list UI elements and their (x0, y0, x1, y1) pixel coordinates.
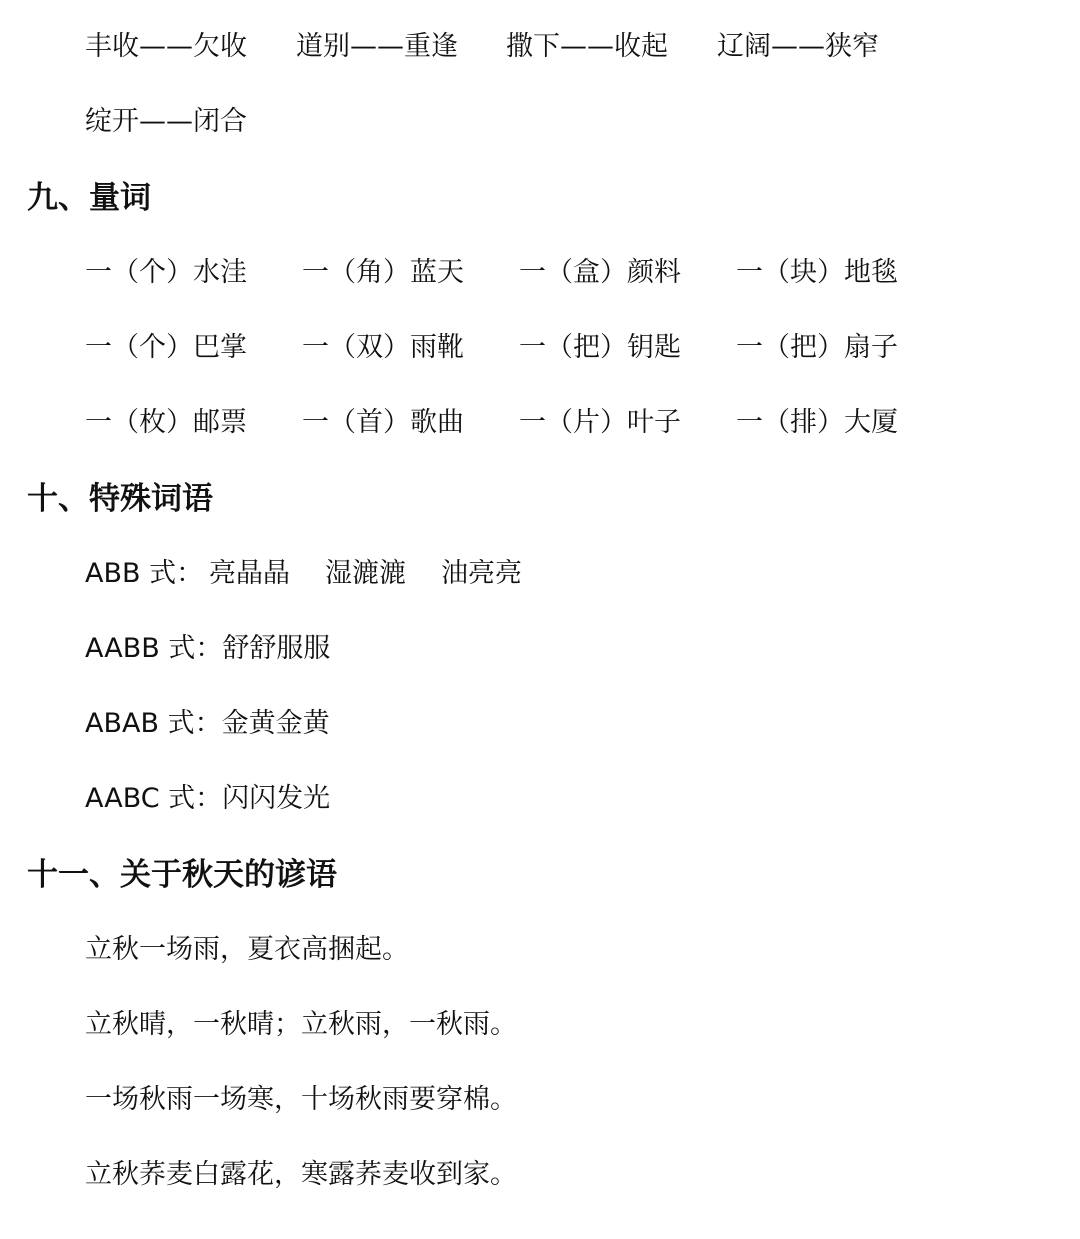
pattern-label-abb: ABB 式： (85, 558, 204, 589)
pattern-line-abab: ABAB 式：金黄金黄 (85, 708, 330, 739)
measure-word-item: 一（双）雨靴 (302, 332, 464, 363)
pattern-line-aabb: AABB 式：舒舒服服 (85, 633, 331, 664)
proverb-line: 立秋晴，一秋晴；立秋雨，一秋雨。 (85, 1009, 517, 1040)
antonym-pair: 辽阔——狭窄 (717, 31, 879, 62)
measure-word-item: 一（排）大厦 (736, 407, 898, 438)
section-heading-autumn-proverbs: 十一、关于秋天的谚语 (27, 857, 337, 893)
abb-word: 湿漉漉 (325, 558, 406, 589)
measure-word-item: 一（把）扇子 (736, 332, 898, 363)
measure-word-item: 一（首）歌曲 (302, 407, 464, 438)
antonym-pair: 绽开——闭合 (85, 106, 247, 137)
measure-word-item: 一（盒）颜料 (519, 257, 681, 288)
abb-word: 油亮亮 (441, 558, 522, 589)
measure-word-item: 一（个）水洼 (85, 257, 247, 288)
proverb-line: 立秋一场雨，夏衣高捆起。 (85, 934, 409, 965)
section-heading-special-words: 十、特殊词语 (27, 481, 213, 517)
measure-word-item: 一（枚）邮票 (85, 407, 247, 438)
antonym-pair: 撒下——收起 (506, 31, 668, 62)
measure-word-item: 一（片）叶子 (519, 407, 681, 438)
section-heading-measure-words: 九、量词 (27, 180, 151, 216)
measure-word-item: 一（块）地毯 (736, 257, 898, 288)
pattern-line-aabc: AABC 式：闪闪发光 (85, 783, 331, 814)
measure-word-item: 一（个）巴掌 (85, 332, 247, 363)
proverb-line: 立秋荞麦白露花，寒露荞麦收到家。 (85, 1159, 517, 1190)
measure-word-item: 一（角）蓝天 (302, 257, 464, 288)
abb-word: 亮晶晶 (209, 558, 290, 589)
antonym-pair: 道别——重逢 (296, 31, 458, 62)
measure-word-item: 一（把）钥匙 (519, 332, 681, 363)
proverb-line: 一场秋雨一场寒，十场秋雨要穿棉。 (85, 1084, 517, 1115)
antonym-pair: 丰收——欠收 (85, 31, 247, 62)
